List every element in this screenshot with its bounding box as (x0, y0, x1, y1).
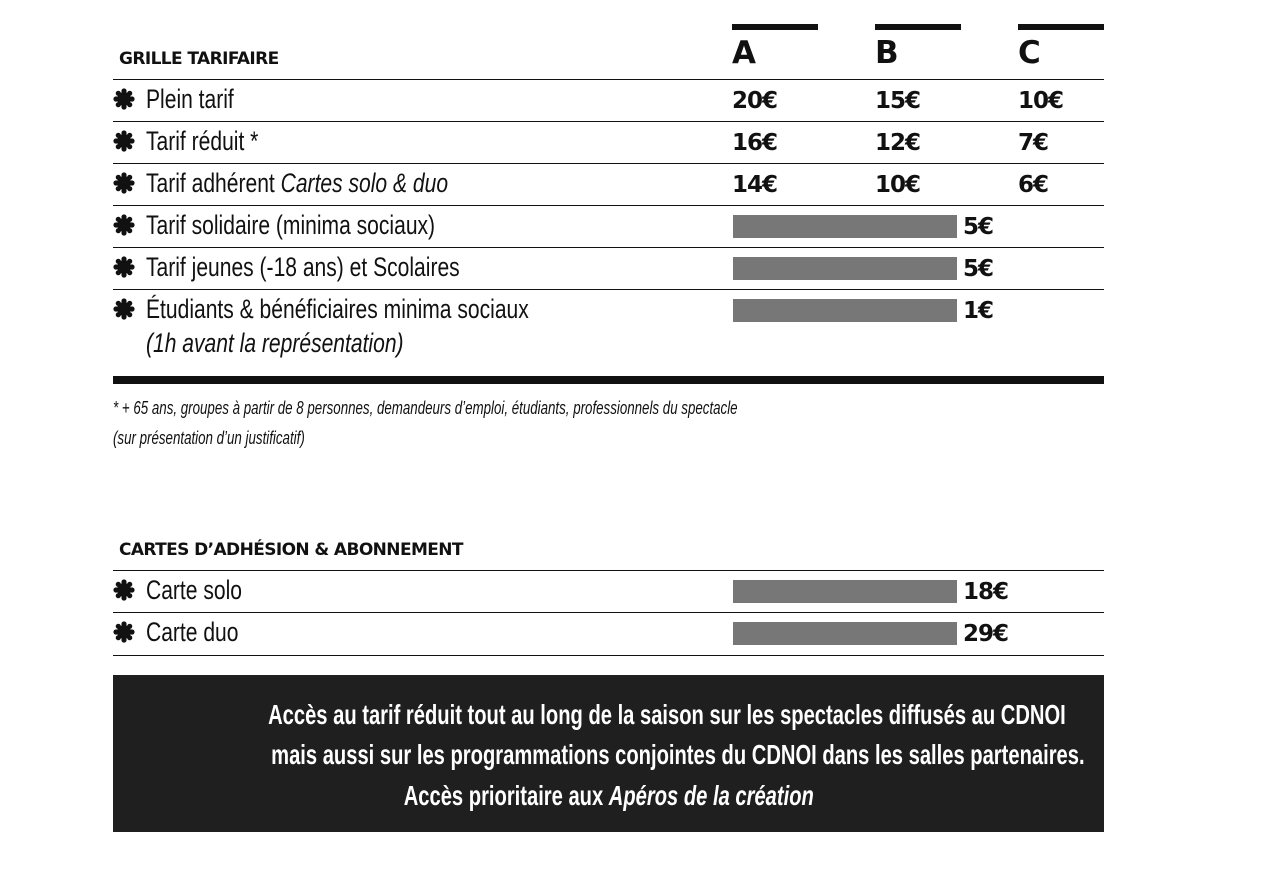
price-row-plein (113, 79, 1104, 122)
asterisk-flower-icon (113, 579, 135, 601)
asterisk-flower-icon (113, 256, 135, 278)
price-row-jeunes (113, 247, 1104, 290)
card-row-solo (113, 570, 1104, 613)
price-row-adherent (113, 163, 1104, 206)
asterisk-flower-icon (113, 88, 135, 110)
card-price: 29€ (963, 621, 1009, 647)
price-b: 12€ (875, 130, 921, 156)
asterisk-flower-icon (113, 214, 135, 236)
row-label: Tarif solidaire (minima sociaux) (146, 210, 436, 240)
row-label: Tarif réduit * (146, 126, 259, 156)
flat-price-bar (733, 257, 957, 280)
column-b-header: B (875, 35, 899, 71)
footnote-line-2: (sur présentation d’un justificatif) (113, 428, 305, 448)
card-price-bar (733, 622, 957, 645)
column-a-bar (732, 24, 818, 30)
flat-price: 1€ (963, 298, 994, 324)
flat-price: 5€ (963, 256, 994, 282)
flat-price-bar (733, 215, 957, 238)
column-a-header: A (732, 35, 756, 71)
asterisk-flower-icon (113, 298, 135, 320)
row-label: Plein tarif (146, 84, 234, 114)
footnote-line-1: * + 65 ans, groupes à partir de 8 personnes, demandeurs d’emploi, étudiants, professionnels du spectacle (113, 398, 738, 418)
column-c-header: C (1018, 35, 1041, 71)
row-label: Carte solo (146, 575, 242, 605)
benefits-line-3: Accès prioritaire aux Apéros de la création (403, 780, 814, 811)
row-label: Carte duo (146, 617, 239, 647)
benefits-box (113, 675, 1104, 832)
price-row-reduit (113, 121, 1104, 164)
asterisk-flower-icon (113, 130, 135, 152)
row-label: Étudiants & bénéficiaires minima sociaux (146, 294, 529, 324)
column-b-bar (875, 24, 961, 30)
price-b: 15€ (875, 88, 921, 114)
grid-title: GRILLE TARIFAIRE (119, 49, 279, 69)
price-row-solidaire (113, 205, 1104, 248)
price-c: 10€ (1018, 88, 1064, 114)
price-a: 20€ (732, 88, 778, 114)
price-row-etudiants (113, 289, 1104, 378)
table-bottom-rule (113, 376, 1104, 384)
card-price-bar (733, 580, 957, 603)
asterisk-flower-icon (113, 172, 135, 194)
column-c-bar (1018, 24, 1104, 30)
flat-price: 5€ (963, 214, 994, 240)
benefits-line-1: Accès au tarif réduit tout au long de la saison sur les spectacles diffusés au CDNOI (268, 699, 1066, 730)
card-price: 18€ (963, 579, 1009, 605)
row-label: Tarif jeunes (-18 ans) et Scolaires (146, 252, 460, 282)
price-c: 7€ (1018, 130, 1049, 156)
row-label: Tarif adhérent Cartes solo & duo (146, 168, 449, 198)
row-sub-label: (1h avant la représentation) (146, 328, 404, 358)
price-c: 6€ (1018, 172, 1049, 198)
flat-price-bar (733, 299, 957, 322)
price-b: 10€ (875, 172, 921, 198)
price-a: 14€ (732, 172, 778, 198)
cards-title: CARTES D’ADHÉSION & ABONNEMENT (119, 540, 463, 560)
card-row-duo (113, 612, 1104, 656)
benefits-line-2: mais aussi sur les programmations conjointes du CDNOI dans les salles partenaires. (271, 739, 1085, 770)
asterisk-flower-icon (113, 621, 135, 643)
price-a: 16€ (732, 130, 778, 156)
